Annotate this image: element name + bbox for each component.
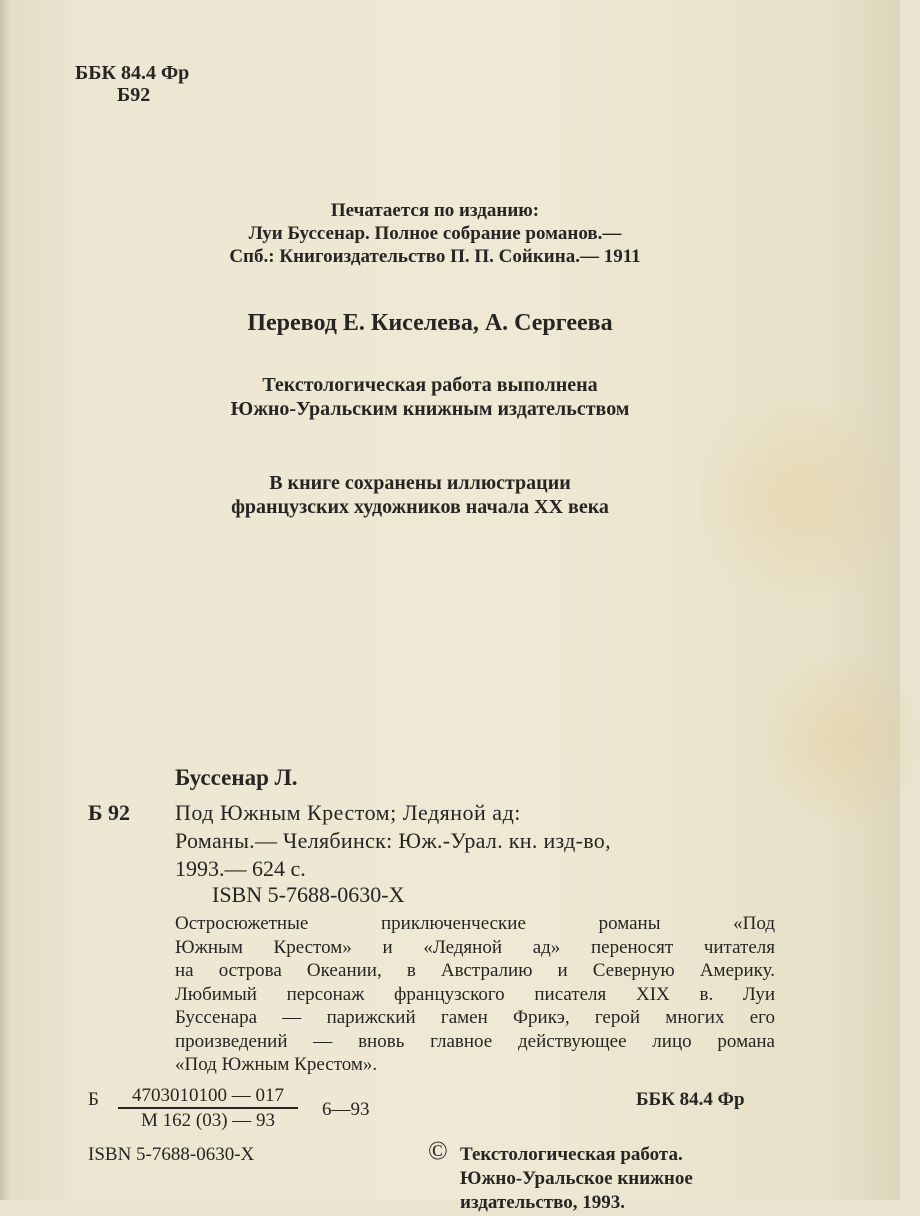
annotation-line: «Под Южным Крестом». <box>175 1054 378 1075</box>
catalog-publisher: Романы.— Челябинск: Юж.-Урал. кн. изд-во, <box>175 828 611 853</box>
annotation-line: Южным Крестом» и «Ледяной ад» переносят читателя <box>175 936 775 958</box>
catalog-title: Под Южным Крестом; Ледяной ад: <box>175 800 521 825</box>
bbk-code: ББК 84.4 Фр <box>75 62 190 84</box>
copyright-line-3: издательство, 1993. <box>460 1192 625 1213</box>
source-line-2: Луи Буссенар. Полное собрание романов.— <box>248 223 622 244</box>
illustrations-line-1: В книге сохранены иллюстрации <box>269 472 571 494</box>
catalog-isbn: ISBN 5-7688-0630-X <box>212 882 405 907</box>
source-line-1: Печатается по изданию: <box>330 200 540 221</box>
translation-credit: Перевод Е. Киселева, А. Сергеева <box>247 310 613 336</box>
annotation-line: произведений — вновь главное действующее лицо романа <box>175 1030 775 1052</box>
bottom-letter: Б <box>88 1089 99 1110</box>
copyright-line-2: Южно-Уральское книжное <box>460 1168 693 1189</box>
classification-denominator: М 162 (03) — 93 <box>140 1110 276 1131</box>
catalog-year-pages: 1993.— 624 с. <box>175 856 306 881</box>
copyright-line-1: Текстологическая работа. <box>460 1144 683 1165</box>
illustrations-line-2: французских художников начала XX века <box>231 496 609 518</box>
annotation-line: Буссенара — парижский гамен Фрикэ, герой многих его <box>175 1007 775 1028</box>
source-line-3: Спб.: Книгоиздательство П. П. Сойкина.— 1911 <box>229 246 641 267</box>
catalog-code: Б 92 <box>88 800 131 825</box>
textology-line-2: Южно-Уральским книжным издательством <box>230 398 630 420</box>
annotation-line: на острова Океании, в Австралию и Северную Америку. <box>175 960 775 981</box>
bottom-isbn: ISBN 5-7688-0630-X <box>88 1144 255 1165</box>
copyright-icon: © <box>428 1136 448 1165</box>
classification-suffix: 6—93 <box>322 1099 370 1120</box>
paper-stain <box>760 640 920 840</box>
annotation <box>175 912 775 1077</box>
annotation-line: Любимый персонаж французского писателя XIX в. Луи <box>175 983 775 1005</box>
textology-line-1: Текстологическая работа выполнена <box>262 374 598 396</box>
classification-numerator: 4703010100 — 017 <box>118 1085 298 1109</box>
annotation-line: Остросюжетные приключенческие романы «Под <box>175 913 775 934</box>
bottom-bbk-code: ББК 84.4 Фр <box>636 1089 745 1110</box>
catalog-author: Буссенар Л. <box>175 765 298 790</box>
author-code: Б92 <box>117 84 151 106</box>
